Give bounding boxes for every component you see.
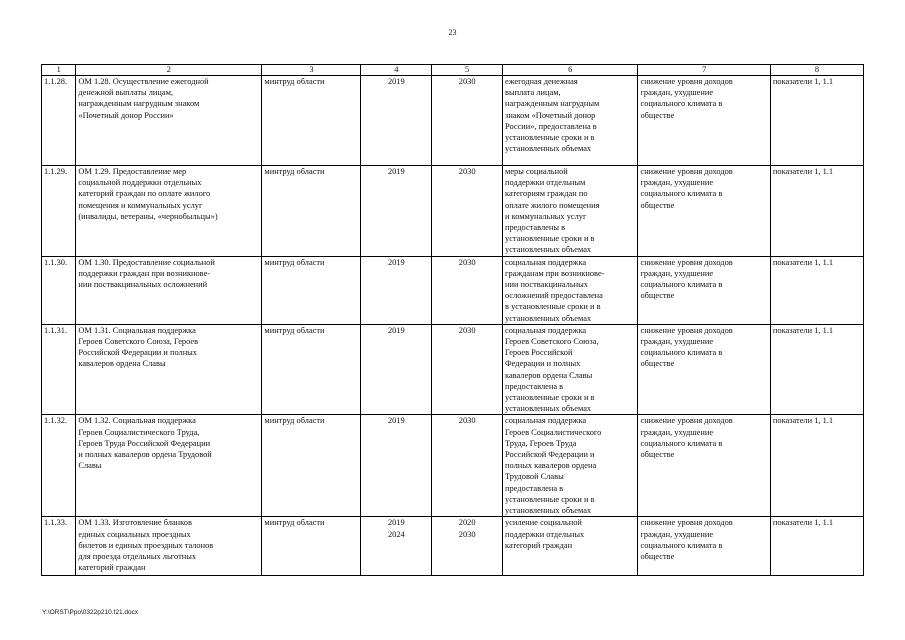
expected-result-line: установленные сроки и в [505, 234, 595, 244]
consequences-line: снижение уровня доходов [640, 257, 733, 267]
column-header: 6 [503, 65, 638, 76]
row-number: 1.1.28. [42, 76, 76, 166]
event-name [76, 76, 262, 166]
expected-result-line: ежегодная денежная [505, 77, 578, 86]
end-year-line: 2030 [458, 77, 476, 86]
start-year-line: 2019 [387, 416, 405, 426]
expected-result-line: Труда, Героев Труда [505, 438, 577, 448]
expected-result-line: усиление социальной [505, 518, 582, 528]
column-number-row [42, 65, 864, 76]
event-name-line: Славы [78, 461, 102, 471]
table-row [42, 166, 864, 257]
end-year-line: 2020 [458, 518, 476, 528]
end-year-line: 2030 [458, 325, 476, 335]
column-header: 2 [76, 65, 262, 76]
expected-result-line: полных кавалеров ордена [505, 461, 597, 471]
expected-result-line: предоставлена в [505, 483, 564, 493]
expected-result-line: установленных объемах [505, 144, 592, 154]
row-number: 1.1.31. [42, 324, 76, 415]
consequences-line: обществе [640, 551, 675, 561]
consequences-line: обществе [640, 200, 675, 210]
expected-result-line: кавалеров ордена Славы [505, 370, 593, 380]
consequences-line: снижение уровня доходов [640, 77, 733, 86]
end-year [432, 256, 503, 324]
expected-result [503, 415, 638, 517]
end-year-line: 2030 [458, 167, 476, 176]
expected-result-line: Героев Социалистического [505, 427, 602, 437]
event-name-line: билетов и единых проездных талонов [78, 540, 214, 550]
expected-result [503, 256, 638, 324]
end-year [432, 517, 503, 576]
consequences-line: граждан, ухудшение [640, 88, 714, 98]
event-name [76, 256, 262, 324]
expected-result-line: Российской Федерации и [505, 450, 595, 460]
event-name-line: и полных кавалеров ордена Трудовой [78, 450, 212, 460]
consequences-line: граждан, ухудшение [640, 427, 714, 437]
column-header: 1 [42, 65, 76, 76]
expected-result-line: категорий граждан [505, 540, 573, 550]
expected-result-line: Федерации и полных [505, 359, 581, 369]
expected-result-line: Трудовой Славы [505, 472, 564, 482]
consequences-line: обществе [640, 450, 675, 460]
start-year-line: 2024 [387, 529, 405, 539]
start-year-line: 2019 [387, 167, 405, 176]
expected-result-line: социальная поддержка [505, 416, 587, 426]
expected-result-line: поддержки отдельным [505, 178, 586, 188]
expected-result-line: социальная поддержка [505, 325, 587, 335]
end-year [432, 324, 503, 415]
expected-result-line: предоставлена в [505, 381, 564, 391]
expected-result-line: выплата лицам, [505, 88, 561, 98]
expected-result [503, 166, 638, 257]
page-number: 23 [448, 28, 457, 37]
start-year [361, 324, 432, 415]
consequences-line: граждан, ухудшение [640, 178, 714, 188]
expected-result-line: установленные сроки и в [505, 494, 595, 504]
consequences-line: социального климата в [640, 348, 723, 358]
expected-result [503, 517, 638, 576]
table-row [42, 324, 864, 415]
expected-result-line: установленных объемах [505, 245, 592, 255]
expected-result-line: знаком «Почетный донор [505, 110, 596, 120]
event-name-line: ОМ 1.30. Предоставление социальной [78, 257, 215, 267]
event-name-line: категорий граждан [78, 563, 146, 573]
row-number: 1.1.29. [42, 166, 76, 257]
event-name-line: кавалеров ордена Славы [78, 359, 166, 369]
event-name-line: ОМ 1.29. Предоставление мер [78, 167, 187, 176]
end-year [432, 76, 503, 166]
event-name [76, 166, 262, 257]
start-year [361, 415, 432, 517]
event-name [76, 415, 262, 517]
executor: минтруд области [262, 166, 361, 257]
consequences [638, 76, 770, 166]
event-name-line: для проезда отдельных льготных [78, 551, 197, 561]
event-name-line: (инвалиды, ветераны, «чернобыльцы») [78, 211, 218, 221]
consequences-line: снижение уровня доходов [640, 416, 733, 426]
start-year [361, 256, 432, 324]
expected-result-line: предоставлены в [505, 223, 566, 233]
expected-result-line: осложнений предоставлена [505, 291, 603, 301]
indicators: показатели 1, 1.1 [770, 76, 863, 166]
table-row [42, 76, 864, 166]
consequences-line: снижение уровня доходов [640, 325, 733, 335]
column-header: 5 [432, 65, 503, 76]
expected-result-line: социальная поддержка [505, 257, 587, 267]
row-number: 1.1.33. [42, 517, 76, 576]
consequences-line: социального климата в [640, 189, 723, 199]
consequences [638, 166, 770, 257]
indicators: показатели 1, 1.1 [770, 166, 863, 257]
expected-result-line: гражданам при возникнове- [505, 268, 605, 278]
consequences-line: обществе [640, 359, 675, 369]
column-header: 4 [361, 65, 432, 76]
event-name [76, 324, 262, 415]
consequences-line: социального климата в [640, 280, 723, 290]
indicators: показатели 1, 1.1 [770, 415, 863, 517]
table-row [42, 415, 864, 517]
end-year-line: 2030 [458, 529, 476, 539]
event-name-line: «Почетный донор России» [78, 110, 174, 120]
event-name-line: ОМ 1.31. Социальная поддержка [78, 325, 196, 335]
event-name-line: нии поствакцинальных осложнений [78, 280, 208, 290]
indicators: показатели 1, 1.1 [770, 324, 863, 415]
executor: минтруд области [262, 76, 361, 166]
expected-result-line: установленных объемах [505, 506, 592, 516]
expected-result-line: категориям граждан по [505, 189, 588, 199]
row-number: 1.1.30. [42, 256, 76, 324]
executor: минтруд области [262, 517, 361, 576]
start-year [361, 166, 432, 257]
column-header: 8 [770, 65, 863, 76]
consequences-line: граждан, ухудшение [640, 529, 714, 539]
expected-result-line: России», предоставлена в [505, 121, 597, 131]
expected-result-line: поддержки отдельных [505, 529, 585, 539]
executor: минтруд области [262, 415, 361, 517]
end-year [432, 166, 503, 257]
consequences-line: социального климата в [640, 438, 723, 448]
program-events-table [41, 64, 864, 576]
consequences-line: граждан, ухудшение [640, 337, 714, 347]
event-name-line: Российской Федерации и полных [78, 348, 197, 358]
event-name-line: денежной выплаты лицам, [78, 88, 173, 98]
consequences [638, 517, 770, 576]
end-year-line: 2030 [458, 416, 476, 426]
event-name-line: категорий граждан по оплате жилого [78, 189, 211, 199]
expected-result [503, 324, 638, 415]
start-year [361, 517, 432, 576]
expected-result-line: нии поствакцинальных [505, 280, 588, 290]
table-row [42, 256, 864, 324]
expected-result-line: в установленные сроки и в [505, 302, 601, 312]
executor: минтруд области [262, 256, 361, 324]
expected-result-line: и коммунальных услуг [505, 211, 587, 221]
event-name-line: награжденным нагрудным знаком [78, 99, 200, 109]
file-path-footer: Y:\ORST\Ppo\0322p210.f21.docx [42, 609, 139, 616]
event-name-line: единых социальных проездных [78, 529, 191, 539]
consequences-line: граждан, ухудшение [640, 268, 714, 278]
start-year-line: 2019 [387, 518, 405, 528]
column-header: 3 [262, 65, 361, 76]
event-name-line: ОМ 1.33. Изготовление бланков [78, 518, 192, 528]
event-name-line: Героев Труда Российской Федерации [78, 438, 211, 448]
column-header: 7 [638, 65, 770, 76]
expected-result-line: установленных объемах [505, 404, 592, 414]
event-name-line: Героев Советского Союза, Героев [78, 337, 199, 347]
expected-result-line: оплате жилого помещения [505, 200, 600, 210]
start-year-line: 2019 [387, 325, 405, 335]
start-year-line: 2019 [387, 257, 405, 267]
table-row [42, 517, 864, 576]
event-name [76, 517, 262, 576]
start-year [361, 76, 432, 166]
row-number: 1.1.32. [42, 415, 76, 517]
consequences-line: снижение уровня доходов [640, 518, 733, 528]
expected-result-line: установленные сроки и в [505, 133, 595, 143]
end-year [432, 415, 503, 517]
consequences [638, 324, 770, 415]
expected-result-line: Героев Советского Союза, [505, 337, 599, 347]
consequences-line: обществе [640, 110, 675, 120]
event-name-line: социальной поддержки отдельных [78, 178, 202, 188]
indicators: показатели 1, 1.1 [770, 256, 863, 324]
expected-result-line: установленных объемах [505, 313, 592, 323]
consequences-line: снижение уровня доходов [640, 167, 733, 176]
event-name-line: Героев Социалистического Труда, [78, 427, 200, 437]
event-name-line: поддержки граждан при возникнове- [78, 268, 211, 278]
event-name-line: помещения и коммунальных услуг [78, 200, 203, 210]
consequences [638, 256, 770, 324]
consequences-line: социального климата в [640, 99, 723, 109]
expected-result-line: установленные сроки и в [505, 393, 595, 403]
event-name-line: ОМ 1.28. Осуществление ежегодной [78, 77, 209, 86]
indicators: показатели 1, 1.1 [770, 517, 863, 576]
expected-result-line: Героев Российской [505, 348, 573, 358]
consequences-line: обществе [640, 291, 675, 301]
start-year-line: 2019 [387, 77, 405, 86]
event-name-line: ОМ 1.32. Социальная поддержка [78, 416, 196, 426]
expected-result [503, 76, 638, 166]
expected-result-line: награжденным нагрудным [505, 99, 600, 109]
consequences [638, 415, 770, 517]
expected-result-line: меры социальной [505, 167, 568, 176]
end-year-line: 2030 [458, 257, 476, 267]
consequences-line: социального климата в [640, 540, 723, 550]
executor: минтруд области [262, 324, 361, 415]
